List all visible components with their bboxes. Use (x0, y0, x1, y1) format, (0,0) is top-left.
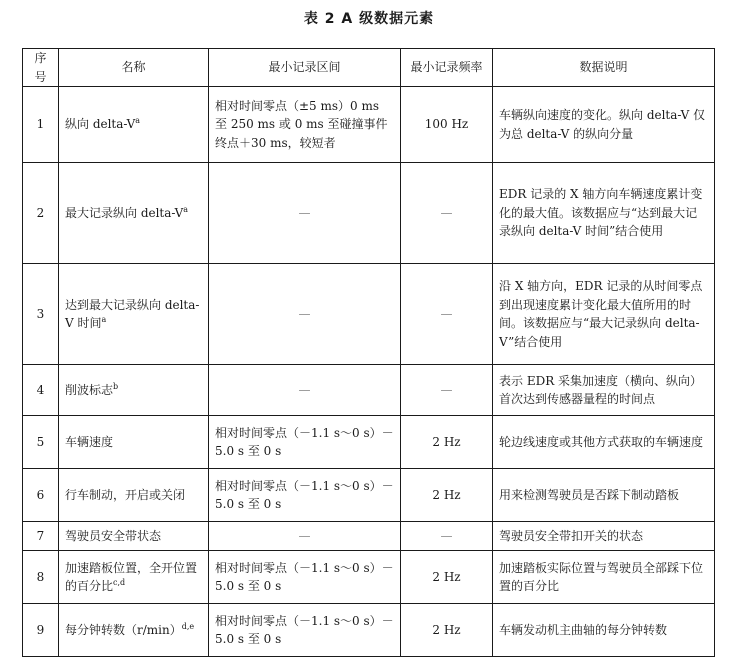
row-name-text: 达到最大记录纵向 delta-V 时间 (65, 297, 200, 331)
row-no: 8 (23, 551, 59, 604)
row-range: — (209, 163, 401, 264)
row-desc: 沿 X 轴方向，EDR 记录的从时间零点到出现速度累计变化最大值所用的时间。该数据应与“最大记录纵向 delta-V”结合使用 (493, 264, 715, 365)
row-desc: 驾驶员安全带扣开关的状态 (493, 522, 715, 551)
row-name (59, 416, 209, 469)
row-freq: — (401, 365, 493, 416)
footnote-marker: d,e (181, 621, 195, 631)
row-name-text: 最大记录纵向 delta-V (65, 205, 184, 220)
row-desc: 车辆发动机主曲轴的每分钟转数 (493, 604, 715, 657)
table-row (23, 87, 715, 163)
row-range: 相对时间零点（－1.1 s～0 s）－5.0 s 至 0 s (209, 604, 401, 657)
footnote-marker: c,d (113, 578, 126, 588)
row-no: 3 (23, 264, 59, 365)
header-row (23, 49, 715, 87)
row-range: — (209, 522, 401, 551)
row-range: 相对时间零点（－1.1 s～0 s）－5.0 s 至 0 s (209, 551, 401, 604)
header-range: 最小记录区间 (209, 49, 401, 87)
row-no: 1 (23, 87, 59, 163)
row-name-text: 每分钟转数（r/min） (65, 622, 182, 637)
footnote-marker: a (135, 116, 141, 126)
row-no: 5 (23, 416, 59, 469)
row-name-text: 驾驶员安全带状态 (65, 528, 162, 543)
row-name (59, 365, 209, 416)
row-freq: 2 Hz (401, 551, 493, 604)
header-name: 名称 (59, 49, 209, 87)
table-row (23, 522, 715, 551)
row-range: 相对时间零点（±5 ms）0 ms 至 250 ms 或 0 ms 至碰撞事件终点＋30 ms，较短者 (209, 87, 401, 163)
row-name (59, 264, 209, 365)
table-row (23, 604, 715, 657)
header-freq: 最小记录频率 (401, 49, 493, 87)
footnote-marker: b (113, 381, 119, 391)
row-name (59, 87, 209, 163)
row-name (59, 551, 209, 604)
row-name (59, 522, 209, 551)
table-row (23, 551, 715, 604)
row-name-text: 纵向 delta-V (65, 117, 136, 132)
row-freq: 2 Hz (401, 469, 493, 522)
row-name (59, 469, 209, 522)
row-freq: 100 Hz (401, 87, 493, 163)
row-desc: 轮边线速度或其他方式获取的车辆速度 (493, 416, 715, 469)
row-desc: EDR 记录的 X 轴方向车辆速度累计变化的最大值。该数据应与“达到最大记录纵向 delta-V 时间”结合使用 (493, 163, 715, 264)
table-title: 表 2 A 级数据元素 (303, 11, 435, 27)
row-desc: 加速踏板实际位置与驾驶员全部踩下位置的百分比 (493, 551, 715, 604)
row-name (59, 163, 209, 264)
table-row (23, 469, 715, 522)
table-row (23, 365, 715, 416)
footnote-marker: a (101, 315, 107, 325)
row-range: — (209, 365, 401, 416)
row-range: 相对时间零点（－1.1 s～0 s）－5.0 s 至 0 s (209, 469, 401, 522)
row-freq: — (401, 264, 493, 365)
row-freq: — (401, 163, 493, 264)
row-no: 2 (23, 163, 59, 264)
row-range: 相对时间零点（－1.1 s～0 s）－5.0 s 至 0 s (209, 416, 401, 469)
row-desc: 表示 EDR 采集加速度（横向、纵向）首次达到传感器量程的时间点 (493, 365, 715, 416)
row-range: — (209, 264, 401, 365)
row-name-text: 行车制动，开启或关闭 (65, 487, 186, 502)
footnote-marker: a (183, 204, 189, 214)
table-row (23, 163, 715, 264)
row-name-text: 加速踏板位置，全开位置的百分比 (65, 560, 198, 594)
row-no: 7 (23, 522, 59, 551)
row-no: 9 (23, 604, 59, 657)
row-name (59, 604, 209, 657)
row-freq: — (401, 522, 493, 551)
row-no: 6 (23, 469, 59, 522)
table-row (23, 264, 715, 365)
row-name-text: 车辆速度 (65, 434, 114, 449)
header-no: 序号 (23, 49, 59, 87)
row-freq: 2 Hz (401, 416, 493, 469)
data-elements-table (22, 48, 715, 657)
header-desc: 数据说明 (493, 49, 715, 87)
row-desc: 车辆纵向速度的变化。纵向 delta-V 仅为总 delta-V 的纵向分量 (493, 87, 715, 163)
row-no: 4 (23, 365, 59, 416)
row-freq: 2 Hz (401, 604, 493, 657)
table-row (23, 416, 715, 469)
row-desc: 用来检测驾驶员是否踩下制动踏板 (493, 469, 715, 522)
row-name-text: 削波标志 (65, 382, 114, 397)
